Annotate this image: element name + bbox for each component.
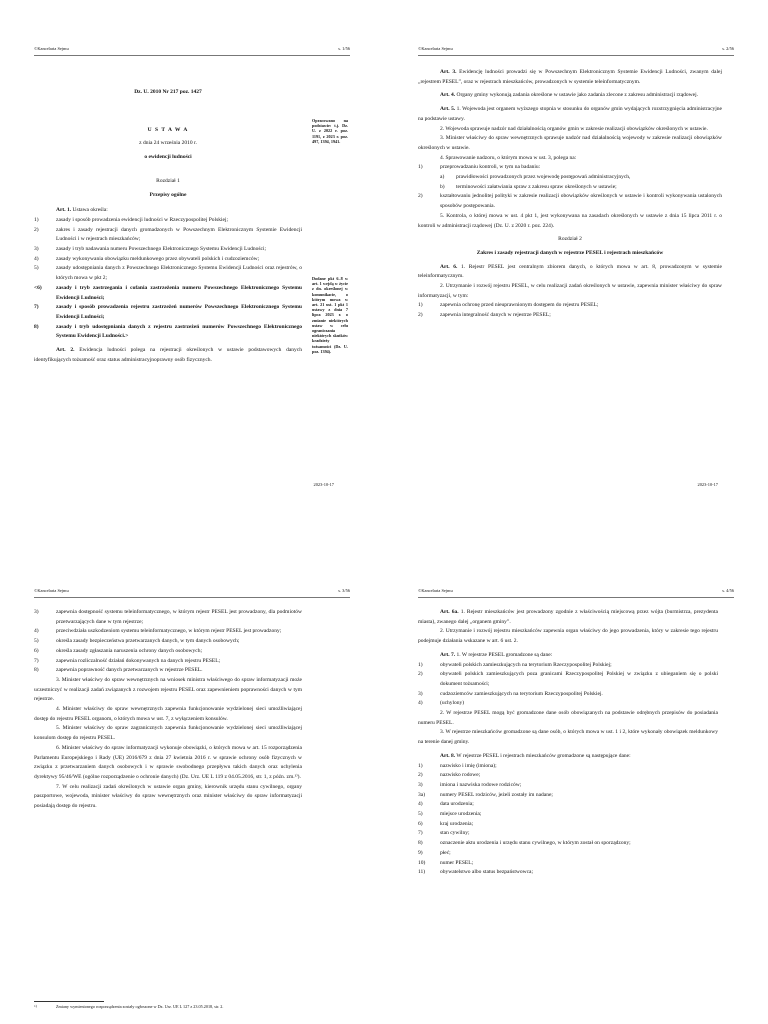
list-item: 7) zasady i sposób prowadzenia rejestru zastrzeżeń numerów Powszechnego Elektronicznego Systemu Ewidencji Ludności;	[34, 304, 302, 320]
article-label: Art. 3.	[440, 69, 457, 75]
list-subitem: a) prawidłowości prowadzonych przez wojewodę postępowań administracyjnych,	[440, 174, 631, 181]
article-label: Art. 8.	[440, 752, 456, 759]
list-item: 4) zasady wykonywania obowiązku meldunkowego przez obywateli polskich i cudzoziemców;	[34, 255, 260, 262]
list-item: 8) zasady i tryb udostępniania danych z rejestru zastrzeżeń numerów Powszechnego Elektronicznego Systemu Ewidencji Ludności.>	[34, 323, 302, 340]
list-item: 7) stan cywilny;	[418, 830, 470, 837]
page-3	[0, 512, 384, 1024]
page-2-body	[418, 68, 722, 321]
list-item: 7) zapewnia rozliczalność działań dokonywanych na danych rejestru PESEL;	[34, 657, 221, 664]
paragraph: 3. Minister właściwy do spraw wewnętrznych sprawuje nadzór nad działalnością wojewody w zakresie realizacji obowiązków określonych w ustawie.	[418, 135, 722, 151]
list-item: 1) nazwisko i imię (imiona);	[418, 762, 497, 769]
list-subitem: b) terminowości załatwiania spraw z zakresu spraw określonych w ustawie;	[440, 183, 617, 190]
article-6: Art. 6. 1. Rejestr PESEL jest centralnym zbiorem danych, o których mowa w art. 8, prowadzonym w systemie teleinformatycznym.	[418, 263, 722, 280]
article-1: Art. 1. Ustawa określa:	[56, 207, 108, 214]
list-item: 4) przeciwdziała uszkodzeniom systemu teleinformatycznego, w którym rejestr PESEL jest prowadzony;	[34, 628, 282, 635]
article-label: Art. 7.	[440, 651, 456, 658]
paragraph: 7. W celu realizacji zadań określonych w ustawie organ gminy, kierownik urzędu stanu cywilnego, organy paszportowe, wojewoda, minister właściwy do spraw wewnętrznych oraz minister właściwy do spraw informatyzacji posiadają dostęp do rejestru.	[34, 783, 302, 810]
article-label: Art. 6.	[440, 263, 458, 270]
list-item: 8) oznaczenie aktu urodzenia i urzędu stanu cywilnego, w którym został on sporządzony;	[418, 840, 631, 847]
page-2	[384, 0, 768, 512]
list-item: 5) określa zasady bezpieczeństwa przetwarzanych danych, w tym danych osobowych;	[34, 638, 240, 645]
list-item: 11) obywatelstwo albo status bezpaństwowca;	[418, 869, 534, 876]
list-item: 6) określa zasady zgłaszania naruszenia ochrony danych osobowych;	[34, 647, 202, 654]
article-4: Art. 4. Organy gminy wykonują zadania określone w ustawie jako zadania zlecone z zakresu administracji rządowej.	[440, 92, 699, 99]
list-item: 8) zapewnia poprawność danych przetwarzanych w rejestrze PESEL.	[34, 667, 203, 674]
paragraph: 5. Minister właściwy do spraw zagranicznych zapewnia funkcjonowanie wydzielonej sieci umożliwiającej konsulom dostęp do rejestru PESEL.	[34, 725, 302, 742]
header-publisher: ©Kancelaria Sejmu	[418, 46, 453, 51]
list-item: 3) imiona i nazwiska rodowe rodziców;	[418, 781, 522, 788]
header-publisher: ©Kancelaria Sejmu	[34, 588, 69, 593]
margin-note-source: Opracowano na podstawie: t.j. Dz. U. z 2022 r. poz. 1191, z 2023 r. poz. 497, 1394, 1941.	[312, 118, 348, 144]
page-header	[418, 46, 734, 56]
list-item: 1) zapewnia ochronę przed nieuprawnionym dostępem do rejestru PESEL;	[418, 302, 599, 309]
list-item: 3) cudzoziemców zamieszkujących na terytorium Rzeczypospolitej Polskiej.	[418, 690, 603, 697]
act-date: z dnia 24 września 2010 r.	[139, 140, 197, 147]
chapter-number: Rozdział 2	[558, 236, 582, 243]
article-label: Art. 1.	[56, 207, 72, 214]
list-item: 1) obywateli polskich zamieszkujących na terytorium Rzeczypospolitej Polskiej;	[418, 661, 612, 668]
article-3: Art. 3. Ewidencję ludności prowadzi się w Powszechnym Elektronicznym Systemie Ewidencji Ludności, zwanym dalej „rejestrem PESEL”, oraz w rejestrach mieszkańców, prowadzonych w systemie teleinformatycznym.	[418, 69, 722, 85]
paragraph: 2. Wojewoda sprawuje nadzór nad działalnością organów gmin w zakresie realizacji obowiązków określonych w ustawie.	[440, 125, 708, 132]
act-title: o ewidencji ludności	[144, 154, 192, 161]
page-date: 2023-10-17	[697, 482, 718, 487]
paragraph: 6. Minister właściwy do spraw informatyzacji wykonuje obowiązki, o których mowa w art. 15 rozporządzenia Parlamentu Europejskiego i Rady (UE) 2016/679 z dnia 27 kwietnia 2016 r. w sprawie ochrony osób fizycznych w związku z przetwarzaniem danych osobowych i w sprawie swobodnego przepływu takich danych oraz uchylenia dyrektywy 95/46/WE (ogólne rozporządzenie o ochronie danych) (Dz. Urz. UE L 119 z 04.05.2016, str. 1, z późn. zm.¹⁾).	[34, 744, 302, 780]
footnote: 1) Zmiany wymienionego rozporządzenia zostały ogłoszone w Dz. Urz. UE L 127 z 23.05.2018, str. 2.	[34, 1004, 224, 1009]
article-7: Art. 7. 1. W rejestrze PESEL gromadzone są dane:	[440, 651, 553, 658]
list-item: 2) kształtowaniu jednolitej polityki w zakresie realizacji obowiązków określonych w ustawie i kontroli wykonywania ustalonych sposobów postępowania.	[418, 193, 722, 210]
journal-reference: Dz. U. 2010 Nr 217 poz. 1427	[134, 89, 202, 95]
list-item: 5) miejsce urodzenia;	[418, 811, 482, 818]
page-header	[418, 588, 734, 598]
paragraph: 2. W rejestrze PESEL mogą być gromadzone dane osób obowiązanych na podstawie odrębnych przepisów do posiadania numeru PESEL.	[418, 710, 718, 726]
list-item: 2) nazwisko rodowe;	[418, 772, 481, 779]
article-6a: Art. 6a. 1. Rejestr mieszkańców jest prowadzony zgodnie z właściwością miejscową przez wójta (burmistrza, prezydenta miasta), zwanego dalej „organem gminy”.	[418, 609, 718, 625]
article-5: Art. 5. 1. Wojewoda jest organem wyższego stopnia w stosunku do organów gmin wydających rozstrzygnięcia administracyjne na podstawie ustawy.	[418, 106, 722, 122]
list-item: 3) zapewnia dostępność systemu teleinformatycznego, w którym rejestr PESEL jest prowadzony, dla podmiotów przetwarzających dane w tym rejestrze;	[34, 609, 302, 625]
page-3-body	[34, 608, 302, 812]
list-item: 3) zasady i tryb nadawania numeru Powszechnego Elektronicznego Systemu Ewidencji Ludności;	[34, 246, 267, 253]
list-item: 4) data urodzenia;	[418, 801, 474, 808]
paragraph: 3. W rejestrze mieszkańców gromadzone są dane osób, o których mowa w ust. 1 i 2, które wykonały obowiązek meldunkowy na terenie danej gminy.	[418, 729, 718, 746]
list-item: 1) zasady i sposób prowadzenia ewidencji ludności w Rzeczypospolitej Polskiej;	[34, 216, 228, 223]
page-1-body	[34, 88, 302, 365]
page-date: 2023-10-17	[313, 482, 334, 487]
act-type: U S T A W A	[147, 126, 189, 133]
footnote-separator	[34, 1001, 104, 1002]
page-number: s. 3/56	[338, 588, 350, 593]
chapter-number: Rozdział 1	[156, 177, 180, 184]
chapter-title: Przepisy ogólne	[149, 191, 187, 198]
margin-note-amendment: Dodane pkt 6–8 w art. 1 wejdą w życie z dn. określonej w komunikacie, o którym mowa w art. 21 ust. 1 pkt 1 ustawy z dnia 7 lipca 2023 r. o zmianie niektórych ustaw w celu ograniczania niektórych skutków kradzieży tożsamości (Dz. U. poz. 1394).	[312, 276, 348, 354]
list-item: 6) kraj urodzenia;	[418, 820, 474, 827]
article-label: Art. 5.	[440, 106, 456, 113]
page-header	[34, 588, 350, 598]
chapter-title: Zakres i zasady rejestracji danych w rejestrze PESEL i rejestrach mieszkańców	[476, 249, 664, 256]
page-header	[34, 46, 350, 56]
article-label: Art. 6a.	[440, 609, 459, 615]
list-item: 10) numer PESEL;	[418, 859, 474, 866]
paragraph: 2. Utrzymanie i rozwój rejestru mieszkańców zapewnia organ właściwy do jego prowadzenia, który w zakresie tego rejestru podejmuje działania wskazane w art. 6 ust. 2.	[418, 628, 718, 645]
list-item: 3a) numery PESEL rodziców, jeżeli zostały im nadane;	[418, 791, 553, 798]
list-item: 4) (uchylony)	[418, 700, 465, 707]
list-item: 2) zakres i zasady rejestracji danych gromadzonych w Powszechnym Elektronicznym Systemie Ewidencji Ludności i w rejestrach mieszkańców;	[34, 226, 302, 243]
list-item: 2) obywateli polskich zamieszkujących poza granicami Rzeczypospolitej Polskiej w związku z ubieganiem się o polski dokument tożsamości;	[418, 671, 718, 687]
page-4-body	[418, 608, 718, 878]
article-8: Art. 8. W rejestrze PESEL i rejestrach mieszkańców gromadzone są następujące dane:	[440, 752, 631, 759]
page-number: s. 1/56	[338, 46, 350, 51]
paragraph: 3. Minister właściwy do spraw wewnętrznych na wniosek ministra właściwego do spraw informatyzacji może uczestniczyć w realizacji zadań związanych z rozwojem rejestru PESEL oraz zapewnieniem poprawności danych w tym rejestrze.	[34, 676, 302, 703]
list-item: 2) zapewnia integralność danych w rejestrze PESEL;	[418, 312, 551, 319]
page-4	[384, 512, 768, 1024]
paragraph: 4. Sprawowanie nadzoru, o którym mowa w ust. 3, polega na:	[440, 154, 577, 161]
header-publisher: ©Kancelaria Sejmu	[34, 46, 69, 51]
article-2: Art. 2. Ewidencja ludności polega na rejestracji określonych w ustawie podstawowych danych identyfikujących tożsamość oraz status administracyjnoprawny osób fizycznych.	[34, 347, 302, 363]
paragraph: 2. Utrzymanie i rozwój rejestru PESEL, w celu realizacji zadań określonych w ustawie, zapewnia minister właściwy do spraw informatyzacji, w tym:	[418, 283, 722, 299]
paragraph: 4. Minister właściwy do spraw wewnętrznych zapewnia funkcjonowanie wydzielonej sieci umożliwiającej dostęp do rejestru PESEL organom, o których mowa w ust. 7, z wyłączeniem konsulów.	[34, 706, 302, 722]
paragraph: 5. Kontrola, o której mowa w ust. 4 pkt 1, jest wykonywana na zasadach określonych w ustawie z dnia 15 lipca 2011 r. o kontroli w administracji rządowej (Dz. U. z 2020 r. poz. 224).	[418, 212, 722, 229]
article-label: Art. 2.	[56, 347, 75, 354]
page-number: s. 4/56	[722, 588, 734, 593]
list-item: 9) płeć;	[418, 849, 451, 856]
list-item: 1) przeprowadzaniu kontroli, w tym na badaniu:	[418, 164, 541, 171]
page-number: s. 2/56	[722, 46, 734, 51]
list-item: <6) zasady i tryb zastrzegania i cofania zastrzeżenia numeru Powszechnego Elektronicznego Systemu Ewidencji Ludności;	[34, 284, 302, 301]
article-label: Art. 4.	[440, 92, 456, 99]
header-publisher: ©Kancelaria Sejmu	[418, 588, 453, 593]
list-item: 5) zasady udostępniania danych z Powszechnego Elektronicznego Systemu Ewidencji Ludności oraz rejestrów, o których mowa w pkt 2;	[34, 265, 302, 282]
